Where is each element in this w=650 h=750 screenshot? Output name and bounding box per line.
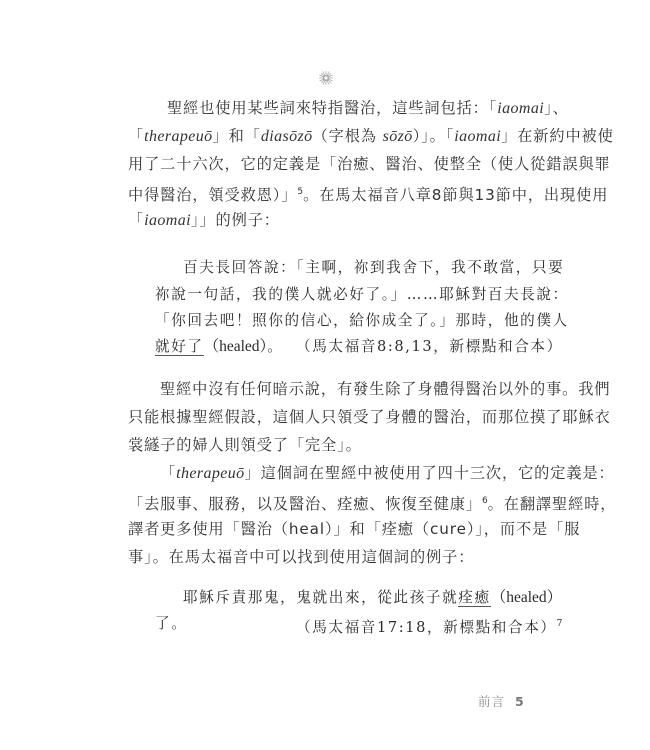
body-line (128, 491, 616, 514)
body-line (167, 98, 569, 119)
text: （字根為 (312, 127, 383, 145)
text: 中得醫治，領受救恩）」 (128, 186, 298, 204)
body-line: 譯者更多使用「醫治（heal）」和「痊癒（cure）」，而不是「服 (128, 520, 581, 538)
text: 耶穌斥責那鬼，鬼就出來，從此孩子就 (183, 589, 459, 606)
quote-line: 「你回去吧！照你的信心，給你成全了。」那時，他的僕人 (155, 312, 569, 329)
text: 」這個詞在聖經中被使用了四十三次，它的定義是： (244, 464, 615, 482)
underlined-text: 就好了 (155, 338, 204, 355)
body-line: 裳繸子的婦人則領受了「完全」。 (128, 436, 362, 454)
greek-term: diasōzō (260, 128, 313, 145)
text: 」」的例子： (190, 211, 280, 229)
text: 「 (128, 127, 145, 145)
text: ）」。「 (412, 127, 455, 145)
underlined-text: 痊癒 (458, 589, 491, 606)
text: （馬太福音17:18，新標點和合本） (296, 619, 557, 636)
quote-line: 百夫長回答說：「主啊，祢到我舍下，我不敢當，只要 (183, 259, 565, 276)
quote-line (155, 337, 284, 357)
text: 」在新約中被使 (501, 127, 614, 145)
citation (296, 614, 562, 638)
body-line: 事」。在馬太福音中可以找到使用這個詞的例子： (128, 548, 475, 566)
text: 。 (267, 338, 284, 355)
sunburst-ornament-icon (318, 70, 334, 86)
body-line (128, 154, 611, 174)
english-gloss: （healed） (490, 589, 563, 606)
quote-line: 祢說一句話，我的僕人就必好了。」……耶穌對百夫長說： (155, 286, 569, 303)
greek-term: therapeuō (144, 128, 213, 145)
text: 「 (160, 464, 177, 482)
body-line (160, 463, 615, 484)
text: 「 (128, 211, 145, 229)
greek-term: iaomai (144, 212, 191, 229)
english-gloss: （healed） (203, 338, 268, 355)
text: 」和「 (212, 127, 261, 145)
text: 」、 (544, 99, 569, 117)
page-footer (478, 692, 525, 710)
text: 「去服事、服務，以及醫治、痊癒、恢復至健康」 (128, 495, 482, 513)
greek-term: iaomai (454, 128, 502, 145)
greek-term: sōzō (382, 128, 413, 145)
body-line: 聖經中沒有任何暗示說，有發生除了身體得醫治以外的事。我們 (160, 380, 611, 398)
greek-term: therapeuō (176, 465, 245, 482)
quote-line: 了。 (155, 615, 188, 632)
quote-line (183, 588, 562, 608)
greek-term: iaomai (497, 100, 545, 117)
page-number: 5 (515, 694, 525, 709)
body-line (128, 126, 614, 147)
footnote-marker[interactable]: 5 (297, 187, 304, 197)
text: 。在翻譯聖經時， (487, 495, 617, 513)
body-line (128, 210, 280, 231)
text: 用了二十六次，它的定義是「治癒、醫治、使整全（使人從錯誤與罪 (128, 155, 611, 173)
section-title: 前言 (478, 694, 506, 709)
body-line (128, 182, 608, 205)
footnote-marker[interactable]: 6 (481, 496, 488, 506)
footnote-marker[interactable]: 7 (556, 619, 563, 629)
body-line: 只能根據聖經假設，這個人只領受了身體的醫治，而那位摸了耶穌衣 (128, 408, 611, 426)
text: 聖經也使用某些詞來特指醫治，這些詞包括：「 (167, 99, 498, 117)
citation: （馬太福音8:8,13，新標點和合本） (296, 338, 563, 355)
text: 。在馬太福音八章8節與13節中，出現使用 (303, 186, 609, 204)
